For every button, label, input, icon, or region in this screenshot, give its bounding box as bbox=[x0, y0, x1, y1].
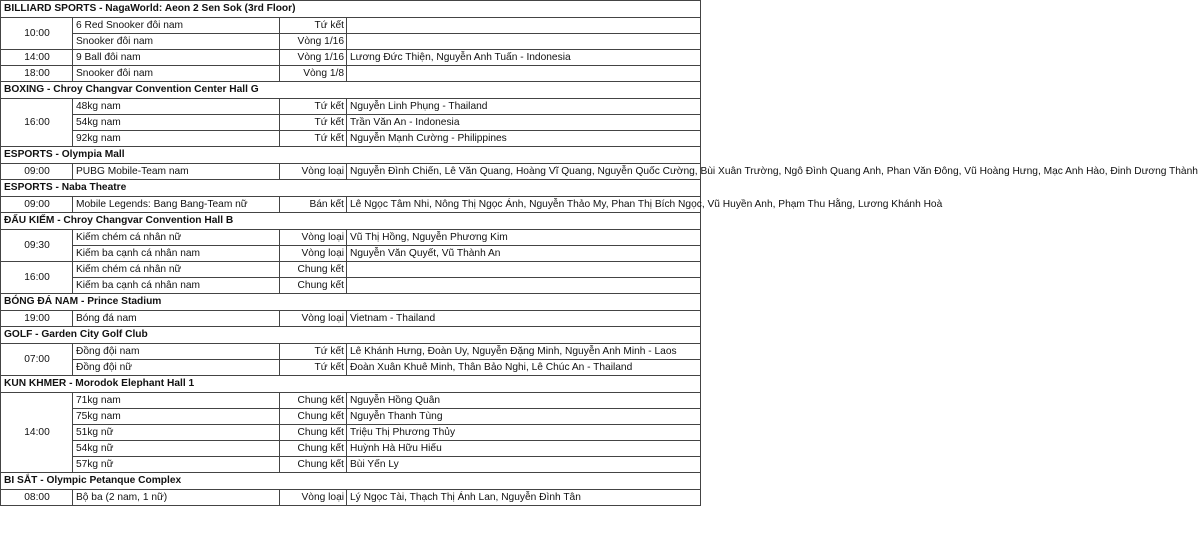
time-cell: 16:00 bbox=[1, 99, 73, 147]
athletes-cell: Trần Văn An - Indonesia bbox=[347, 115, 701, 131]
event-cell: 48kg nam bbox=[73, 99, 280, 115]
round-cell: Vòng 1/8 bbox=[280, 66, 347, 82]
table-row bbox=[1, 246, 701, 262]
section-title: ĐẤU KIẾM - Chroy Changvar Convention Hall B bbox=[1, 213, 701, 230]
athletes-cell: Triệu Thị Phương Thủy bbox=[347, 425, 701, 441]
round-cell: Tứ kết bbox=[280, 115, 347, 131]
round-cell: Vòng 1/16 bbox=[280, 34, 347, 50]
table-row bbox=[1, 115, 701, 131]
round-cell: Chung kết bbox=[280, 441, 347, 457]
round-cell: Chung kết bbox=[280, 409, 347, 425]
event-cell: Bộ ba (2 nam, 1 nữ) bbox=[73, 490, 280, 506]
round-cell: Tứ kết bbox=[280, 99, 347, 115]
section-header-row bbox=[1, 147, 701, 164]
athletes-cell bbox=[347, 262, 701, 278]
table-row bbox=[1, 18, 701, 34]
round-cell: Vòng loại bbox=[280, 490, 347, 506]
table-row bbox=[1, 441, 701, 457]
event-cell: 71kg nam bbox=[73, 393, 280, 409]
event-cell: 57kg nữ bbox=[73, 457, 280, 473]
table-row bbox=[1, 360, 701, 376]
athletes-cell bbox=[347, 278, 701, 294]
athletes-cell: Lương Đức Thiện, Nguyễn Anh Tuấn - Indonesia bbox=[347, 50, 701, 66]
athletes-cell bbox=[347, 18, 701, 34]
time-cell: 10:00 bbox=[1, 18, 73, 50]
round-cell: Chung kết bbox=[280, 278, 347, 294]
time-cell: 16:00 bbox=[1, 262, 73, 294]
event-cell: Bóng đá nam bbox=[73, 311, 280, 327]
round-cell: Vòng loại bbox=[280, 164, 347, 180]
table-row bbox=[1, 66, 701, 82]
section-title: GOLF - Garden City Golf Club bbox=[1, 327, 701, 344]
section-header-row bbox=[1, 376, 701, 393]
section-header-row bbox=[1, 327, 701, 344]
event-cell: Kiếm ba cạnh cá nhân nam bbox=[73, 278, 280, 294]
section-header-row bbox=[1, 82, 701, 99]
time-cell: 07:00 bbox=[1, 344, 73, 376]
athletes-cell: Nguyễn Linh Phụng - Thailand bbox=[347, 99, 701, 115]
event-cell: Kiếm chém cá nhân nữ bbox=[73, 230, 280, 246]
athletes-cell: Vietnam - Thailand bbox=[347, 311, 701, 327]
section-header-row bbox=[1, 294, 701, 311]
athletes-cell bbox=[347, 66, 701, 82]
time-cell: 18:00 bbox=[1, 66, 73, 82]
table-row bbox=[1, 99, 701, 115]
athletes-cell: Huỳnh Hà Hữu Hiếu bbox=[347, 441, 701, 457]
event-cell: Snooker đôi nam bbox=[73, 66, 280, 82]
table-row bbox=[1, 197, 701, 213]
table-row bbox=[1, 457, 701, 473]
athletes-cell: Vũ Thị Hồng, Nguyễn Phương Kim bbox=[347, 230, 701, 246]
table-row bbox=[1, 164, 701, 180]
round-cell: Chung kết bbox=[280, 262, 347, 278]
event-cell: 9 Ball đôi nam bbox=[73, 50, 280, 66]
athletes-cell: Đoàn Xuân Khuê Minh, Thân Bảo Nghi, Lê Chúc An - Thailand bbox=[347, 360, 701, 376]
athletes-cell: Nguyễn Thanh Tùng bbox=[347, 409, 701, 425]
section-title: BILLIARD SPORTS - NagaWorld: Aeon 2 Sen Sok (3rd Floor) bbox=[1, 1, 701, 18]
table-row bbox=[1, 262, 701, 278]
section-title: BÓNG ĐÁ NAM - Prince Stadium bbox=[1, 294, 701, 311]
table-row bbox=[1, 131, 701, 147]
round-cell: Bán kết bbox=[280, 197, 347, 213]
round-cell: Chung kết bbox=[280, 425, 347, 441]
athletes-cell: Lê Ngọc Tâm Nhi, Nông Thị Ngọc Ánh, Nguyễn Thảo My, Phan Thị Bích Ngọc, Vũ Huyền Anh, Phạm Thu Hằng, Lương Khánh Hoà bbox=[347, 197, 701, 213]
event-cell: Đồng đội nữ bbox=[73, 360, 280, 376]
time-cell: 08:00 bbox=[1, 490, 73, 506]
round-cell: Tứ kết bbox=[280, 18, 347, 34]
table-row bbox=[1, 344, 701, 360]
section-header-row bbox=[1, 1, 701, 18]
athletes-cell: Bùi Yến Ly bbox=[347, 457, 701, 473]
table-row bbox=[1, 311, 701, 327]
time-cell: 09:30 bbox=[1, 230, 73, 262]
table-row bbox=[1, 50, 701, 66]
event-cell: 54kg nữ bbox=[73, 441, 280, 457]
event-cell: Snooker đôi nam bbox=[73, 34, 280, 50]
athletes-cell: Nguyễn Văn Quyết, Vũ Thành An bbox=[347, 246, 701, 262]
table-row bbox=[1, 230, 701, 246]
section-title: BI SẮT - Olympic Petanque Complex bbox=[1, 473, 701, 490]
round-cell: Chung kết bbox=[280, 457, 347, 473]
event-cell: 54kg nam bbox=[73, 115, 280, 131]
time-cell: 09:00 bbox=[1, 197, 73, 213]
round-cell: Tứ kết bbox=[280, 131, 347, 147]
time-cell: 19:00 bbox=[1, 311, 73, 327]
athletes-cell: Nguyễn Mạnh Cường - Philippines bbox=[347, 131, 701, 147]
table-row bbox=[1, 393, 701, 409]
section-title: ESPORTS - Olympia Mall bbox=[1, 147, 701, 164]
event-cell: 6 Red Snooker đôi nam bbox=[73, 18, 280, 34]
event-cell: PUBG Mobile-Team nam bbox=[73, 164, 280, 180]
event-cell: 75kg nam bbox=[73, 409, 280, 425]
athletes-cell: Lê Khánh Hưng, Đoàn Uy, Nguyễn Đặng Minh, Nguyễn Anh Minh - Laos bbox=[347, 344, 701, 360]
event-cell: Kiếm ba cạnh cá nhân nam bbox=[73, 246, 280, 262]
schedule-body bbox=[1, 1, 1198, 506]
round-cell: Chung kết bbox=[280, 393, 347, 409]
round-cell: Vòng loại bbox=[280, 246, 347, 262]
round-cell: Tứ kết bbox=[280, 344, 347, 360]
table-row bbox=[1, 278, 701, 294]
section-header-row bbox=[1, 473, 701, 490]
round-cell: Vòng loại bbox=[280, 311, 347, 327]
section-title: BOXING - Chroy Changvar Convention Center Hall G bbox=[1, 82, 701, 99]
section-title: KUN KHMER - Morodok Elephant Hall 1 bbox=[1, 376, 701, 393]
table-row bbox=[1, 409, 701, 425]
round-cell: Vòng 1/16 bbox=[280, 50, 347, 66]
time-cell: 09:00 bbox=[1, 164, 73, 180]
event-cell: Đồng đội nam bbox=[73, 344, 280, 360]
athletes-cell bbox=[347, 34, 701, 50]
event-cell: Mobile Legends: Bang Bang-Team nữ bbox=[73, 197, 280, 213]
time-cell: 14:00 bbox=[1, 393, 73, 473]
athletes-cell: Lý Ngọc Tài, Thạch Thị Ánh Lan, Nguyễn Đình Tân bbox=[347, 490, 701, 506]
time-cell: 14:00 bbox=[1, 50, 73, 66]
event-cell: 92kg nam bbox=[73, 131, 280, 147]
section-header-row bbox=[1, 213, 701, 230]
athletes-cell: Nguyễn Hồng Quân bbox=[347, 393, 701, 409]
round-cell: Tứ kết bbox=[280, 360, 347, 376]
athletes-cell: Nguyễn Đình Chiến, Lê Văn Quang, Hoàng Vĩ Quang, Nguyễn Quốc Cường, Bùi Xuân Trường, Ngô Đình Quang Anh, Phan Văn Đông, Vũ Hoàng Hưng, Mạc Anh Hào, Đinh Dương Thành bbox=[347, 164, 701, 180]
section-header-row bbox=[1, 180, 701, 197]
table-row bbox=[1, 425, 701, 441]
section-title: ESPORTS - Naba Theatre bbox=[1, 180, 701, 197]
table-row bbox=[1, 34, 701, 50]
event-cell: 51kg nữ bbox=[73, 425, 280, 441]
table-row bbox=[1, 490, 701, 506]
round-cell: Vòng loại bbox=[280, 230, 347, 246]
event-cell: Kiếm chém cá nhân nữ bbox=[73, 262, 280, 278]
